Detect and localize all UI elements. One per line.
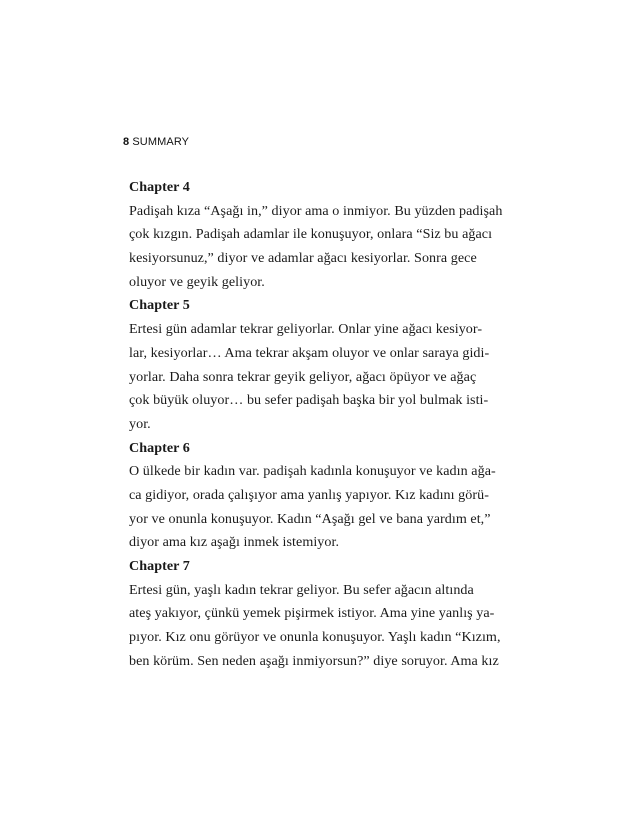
section-label: SUMMARY bbox=[132, 136, 190, 148]
body-line: lar, kesiyorlar… Ama tekrar akşam oluyor ve onlar saraya gidi- bbox=[129, 344, 490, 361]
chapter-heading: Chapter 7 bbox=[129, 558, 190, 574]
body-line: çok büyük oluyor… bu sefer padişah başka bir yol bulmak isti- bbox=[129, 392, 489, 409]
body-line: diyor ama kız aşağı inmek istemiyor. bbox=[129, 534, 340, 551]
body-line: Ertesi gün, yaşlı kadın tekrar geliyor. Bu sefer ağacın altında bbox=[129, 581, 474, 598]
body-line: Ertesi gün adamlar tekrar geliyorlar. Onlar yine ağacı kesiyor- bbox=[129, 321, 483, 338]
page-body bbox=[129, 176, 529, 673]
chapter-heading: Chapter 5 bbox=[129, 297, 190, 314]
chapter-heading: Chapter 6 bbox=[129, 439, 190, 456]
body-line: ben körüm. Sen neden aşağı inmiyorsun?” diye soruyor. Ama kız bbox=[129, 652, 499, 669]
body-line: ca gidiyor, orada çalışıyor ama yanlış yapıyor. Kız kadını görü- bbox=[129, 486, 489, 503]
body-line: çok kızgın. Padişah adamlar ile konuşuyor, onlara “Siz bu ağacı bbox=[129, 226, 493, 243]
body-line: pıyor. Kız onu görüyor ve onunla konuşuyor. Yaşlı kadın “Kızım, bbox=[129, 629, 501, 646]
body-line: yor. bbox=[129, 415, 151, 432]
body-line: O ülkede bir kadın var. padişah kadınla konuşuyor ve kadın ağa- bbox=[129, 463, 496, 480]
running-header bbox=[123, 136, 189, 148]
body-line: oluyor ve geyik geliyor. bbox=[129, 273, 265, 290]
body-line: kesiyorsunuz,” diyor ve adamlar ağacı kesiyorlar. Sonra gece bbox=[129, 250, 477, 267]
chapter-heading: Chapter 4 bbox=[129, 179, 190, 195]
body-line: ateş yakıyor, çünkü yemek pişirmek istiyor. Ama yine yanlış ya- bbox=[129, 605, 495, 622]
page-number: 8 bbox=[123, 136, 130, 148]
body-line: yorlar. Daha sonra tekrar geyik geliyor, ağacı öpüyor ve ağaç bbox=[129, 368, 477, 385]
body-line: Padişah kıza “Aşağı in,” diyor ama o inmiyor. Bu yüzden padişah bbox=[129, 202, 503, 219]
body-line: yor ve onunla konuşuyor. Kadın “Aşağı gel ve bana yardım et,” bbox=[129, 510, 491, 527]
